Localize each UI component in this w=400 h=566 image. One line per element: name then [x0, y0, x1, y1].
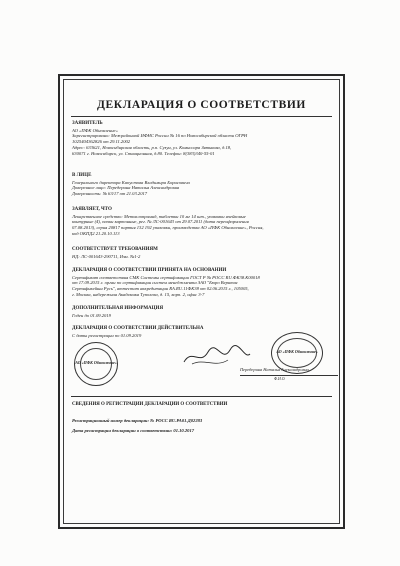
signature-caption: Ф.И.О.: [274, 377, 286, 381]
person-line-3: Доверенность: № 63/17 от 21.03.2017: [72, 191, 148, 197]
basis-line-2: от 17.09.2015 г. орган по сертификации систем менеджмента ЗАО "Бюро Веритас: [72, 280, 238, 286]
registration-date: Дата регистрации декларации о соответствии: 01.10.2017: [72, 428, 195, 434]
applicant-section: [72, 121, 331, 157]
basis-section: [72, 268, 331, 298]
statement-line-1: Лекарственное средство: Метоклопрамид, таблетки 10 мг 14 шт., упаковки ячейковые: [72, 213, 246, 219]
stamp-left: [74, 342, 118, 386]
registration-divider: [71, 396, 332, 397]
basis-line-3: Сертификейшн Русь", аттестат аккредитации RA.RU.11ФК38 от 02.06.2015 г., 105005,: [72, 286, 249, 292]
statement-line-3: 07.08.2013), серия 20817 партия 132 192 упаковки, производства АО «ПФК Обновление», Россия,: [72, 225, 264, 231]
signature-line: [240, 375, 338, 376]
validity-line-1: С даты регистрации по 01.09.2019: [72, 332, 142, 338]
registration-heading: СВЕДЕНИЯ О РЕГИСТРАЦИИ ДЕКЛАРАЦИИ О СООТВЕТСТВИИ: [72, 402, 228, 407]
signature-mark: [182, 342, 252, 370]
basis-line-1: Сертификат соответствия СМК Системы сертификации ГОСТ Р № РОСС RU.ФК38.К00018: [72, 274, 260, 280]
applicant-line-4: Адрес: 633621, Новосибирская область, р.п. Сузун, ул. Комиссара Зятькова, д.18,: [72, 145, 232, 151]
statement-section: [72, 207, 331, 237]
statement-line-2: контурные (4), пачки картонные, рег. № ЛС-001643 от 29.07.2011 (дата переоформления: [72, 219, 249, 225]
person-section: [72, 173, 331, 197]
additional-section: [72, 306, 331, 318]
additional-line-1: Годен до 01.09.2019: [72, 312, 111, 318]
statement-heading: ЗАЯВЛЯЕТ, ЧТО: [72, 207, 112, 212]
document-title: ДЕКЛАРАЦИЯ О СООТВЕТСТВИИ: [97, 99, 306, 111]
basis-line-4: г. Москва, набережная Академика Туполева, д. 15, корп. 2, офис 3-7: [72, 292, 205, 298]
applicant-line-2: Зарегистрировано: Межрайонной ИФНС России № 16 по Новосибирской области ОГРН: [72, 133, 248, 139]
applicant-line-3: 1025404362826 от 29.11.2002: [72, 139, 131, 145]
registration-section: [72, 402, 331, 434]
registration-number: Регистрационный номер декларации: № РОСС RU.РА01.Д02283: [72, 417, 203, 423]
person-line-2: Доверенное лицо: Передерина Наталья Александровна: [72, 185, 180, 191]
statement-line-4: код ОКПД2 21.20.10.113: [72, 231, 120, 237]
person-heading: В ЛИЦЕ: [72, 173, 92, 178]
applicant-line-5: 630071 г. Новосибирск, ул. Станционная, д.80. Телефон: 8(383)340-55-01: [72, 151, 215, 157]
stamp-right-text: АО «ПФК Обновление»: [276, 349, 318, 354]
validity-heading: ДЕКЛАРАЦИЯ О СООТВЕТСТВИИ ДЕЙСТВИТЕЛЬНА: [72, 326, 204, 331]
stamp-left-text: АО «ПФК Обновление»: [75, 359, 117, 365]
requirements-line-1: НД: ЛС-001643-290711, Изм. №1-2: [72, 253, 141, 259]
document-inner-border: [63, 79, 340, 524]
applicant-line-1: АО «ПФК Обновление»: [72, 127, 118, 133]
person-line-1: Генерального директора Капустова Владимира Борисовича: [72, 179, 190, 185]
document-frame: [58, 74, 345, 529]
additional-heading: ДОПОЛНИТЕЛЬНАЯ ИНФОРМАЦИЯ: [72, 306, 164, 311]
signer-name: Передерина Наталья Александровна: [240, 367, 309, 372]
applicant-heading: ЗАЯВИТЕЛЬ: [72, 121, 103, 126]
requirements-heading: СООТВЕТСТВУЕТ ТРЕБОВАНИЯМ: [72, 247, 158, 252]
basis-heading: ДЕКЛАРАЦИЯ О СООТВЕТСТВИИ ПРИНЯТА НА ОСНОВАНИИ: [72, 268, 227, 273]
requirements-section: [72, 247, 331, 259]
title-divider: [71, 116, 332, 117]
